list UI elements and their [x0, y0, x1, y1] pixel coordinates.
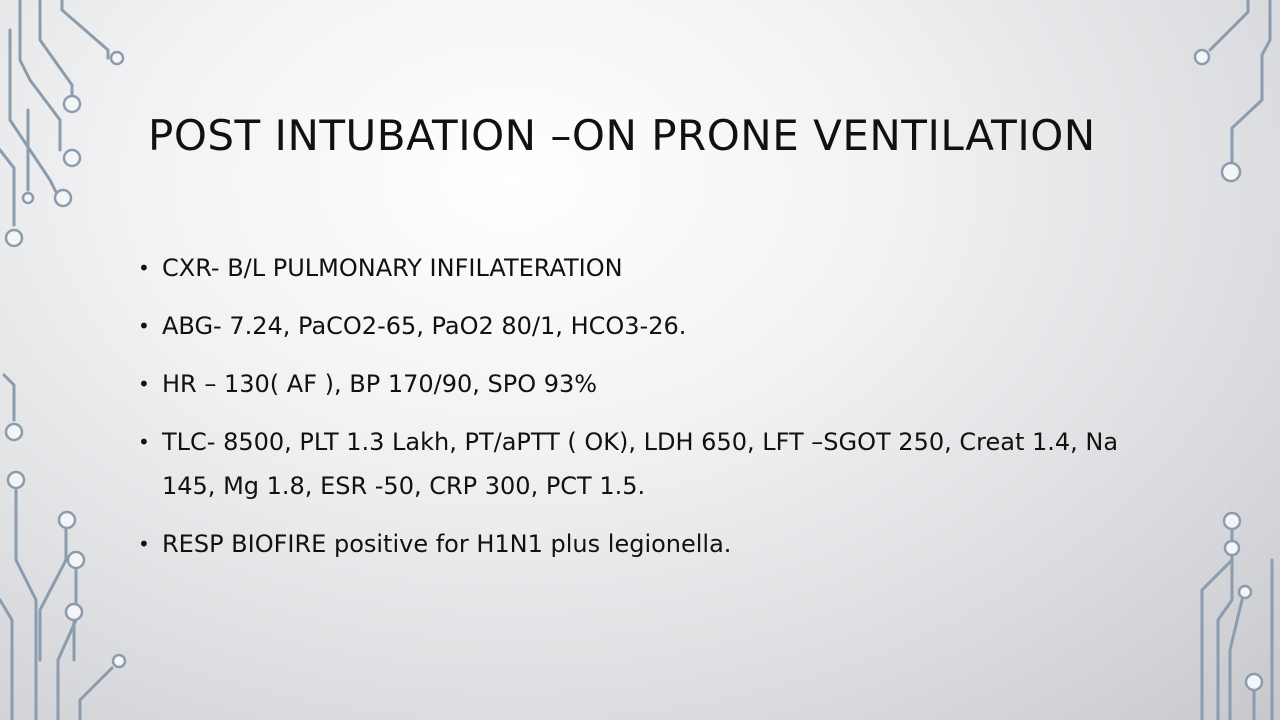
- bullet-dot: •: [138, 430, 150, 454]
- bullet-text-labs: TLC- 8500, PLT 1.3 Lakh, PT/aPTT ( OK), LDH 650, LFT –SGOT 250, Creat 1.4, Na 145, Mg 1.8, ESR -50, CRP 300, PCT 1.5.: [162, 428, 1119, 500]
- bullet-item: [138, 362, 1138, 406]
- bullet-dot: •: [138, 372, 150, 396]
- bullet-dot: •: [138, 314, 150, 338]
- bullet-dot: •: [138, 532, 150, 556]
- slide-title: POST INTUBATION –ON PRONE VENTILATION: [148, 111, 1096, 160]
- bullet-text-biofire: RESP BIOFIRE positive for H1N1 plus legionella.: [162, 530, 732, 558]
- bullet-text-vitals: HR – 130( AF ), BP 170/90, SPO 93%: [162, 370, 598, 398]
- circuit-top-left: [0, 0, 123, 246]
- bullet-text-abg: ABG- 7.24, PaCO2-65, PaO2 80/1, HCO3-26.: [162, 312, 687, 340]
- bullet-item: [138, 246, 1138, 290]
- circuit-bottom-right: [1202, 513, 1272, 720]
- bullet-text-cxr: CXR- B/L PULMONARY INFILATERATION: [162, 254, 623, 282]
- bullet-list: [138, 246, 1138, 580]
- bullet-item: [138, 304, 1138, 348]
- bullet-item: [138, 420, 1138, 508]
- bullet-dot: •: [138, 256, 150, 280]
- bullet-item: [138, 522, 1138, 566]
- circuit-bottom-left: [0, 375, 125, 720]
